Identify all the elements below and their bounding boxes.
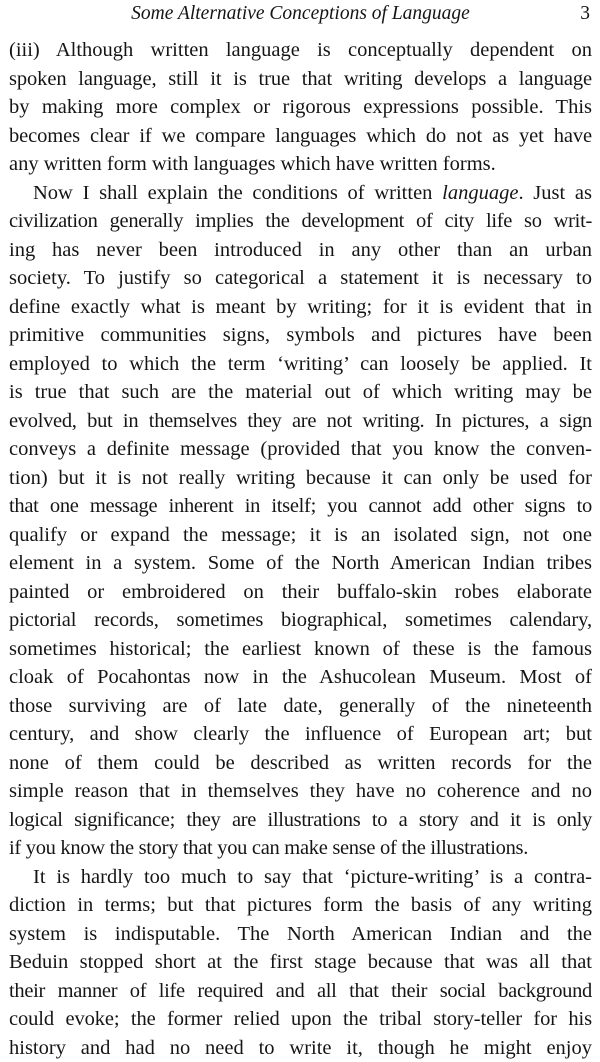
text-line: simple reason that in themselves they have no coherence and no — [9, 777, 592, 806]
text-line: ing has never been introduced in any other than an urban — [9, 236, 592, 265]
text-line: century, and show clearly the influence of European art; but — [9, 720, 592, 749]
text-line: society. To justify so categorical a statement it is necessary to — [9, 264, 592, 293]
text-segment: . Just as — [518, 182, 592, 204]
page-number: 3 — [580, 0, 590, 28]
text-line: any written form with languages which have written forms. — [9, 150, 592, 179]
text-line — [9, 179, 592, 208]
text-line: by making more complex or rigorous expressions possible. This — [9, 93, 592, 122]
text-line: could evoke; the former relied upon the tribal story-teller for his — [9, 1005, 592, 1034]
paragraph-2 — [9, 179, 592, 863]
text-line: spoken language, still it is true that writing develops a language — [9, 65, 592, 94]
text-line: history and had no need to write it, though he might enjoy — [9, 1034, 592, 1062]
text-line: becomes clear if we compare languages which do not as yet have — [9, 122, 592, 151]
text-line: element in a system. Some of the North American Indian tribes — [9, 549, 592, 578]
text-segment: Now I shall explain the conditions of written — [33, 182, 442, 204]
text-line: is true that such are the material out of which writing may be — [9, 378, 592, 407]
text-line: evolved, but in themselves they are not writing. In pictures, a sign — [9, 407, 592, 436]
text-line: sometimes historical; the earliest known of these is the famous — [9, 635, 592, 664]
text-line: qualify or expand the message; it is an isolated sign, not one — [9, 521, 592, 550]
text-line: (iii) Although written language is conceptually dependent on — [9, 36, 592, 65]
text-line: employed to which the term ‘writing’ can loosely be applied. It — [9, 350, 592, 379]
text-line: Beduin stopped short at the first stage because that was all that — [9, 948, 592, 977]
text-line: primitive communities signs, symbols and pictures have been — [9, 321, 592, 350]
text-line: cloak of Pocahontas now in the Ashucolean Museum. Most of — [9, 663, 592, 692]
text-line: logical significance; they are illustrations to a story and it is only — [9, 806, 592, 835]
text-line: if you know the story that you can make sense of the illustrations. — [9, 834, 592, 863]
text-line: diction in terms; but that pictures form the basis of any writing — [9, 891, 592, 920]
running-title: Some Alternative Conceptions of Language — [9, 0, 592, 28]
emphasis-language: language — [442, 182, 518, 204]
paragraph-3 — [9, 863, 592, 1062]
text-line: that one message inherent in itself; you cannot add other signs to — [9, 492, 592, 521]
text-line: tion) but it is not really writing because it can only be used for — [9, 464, 592, 493]
text-line: those surviving are of late date, generally of the nineteenth — [9, 692, 592, 721]
text-line: none of them could be described as written records for the — [9, 749, 592, 778]
text-line: painted or embroidered on their buffalo-skin robes elaborate — [9, 578, 592, 607]
running-header — [9, 0, 592, 30]
text-line: pictorial records, sometimes biographical, sometimes calendary, — [9, 606, 592, 635]
text-line: their manner of life required and all that their social background — [9, 977, 592, 1006]
text-line: civilization generally implies the development of city life so writ- — [9, 207, 592, 236]
paragraph-1 — [9, 36, 592, 179]
text-line: define exactly what is meant by writing; for it is evident that in — [9, 293, 592, 322]
body-text — [9, 36, 592, 1062]
text-line: system is indisputable. The North American Indian and the — [9, 920, 592, 949]
text-line: conveys a definite message (provided that you know the conven- — [9, 435, 592, 464]
text-line: It is hardly too much to say that ‘picture-writing’ is a contra- — [9, 863, 592, 892]
